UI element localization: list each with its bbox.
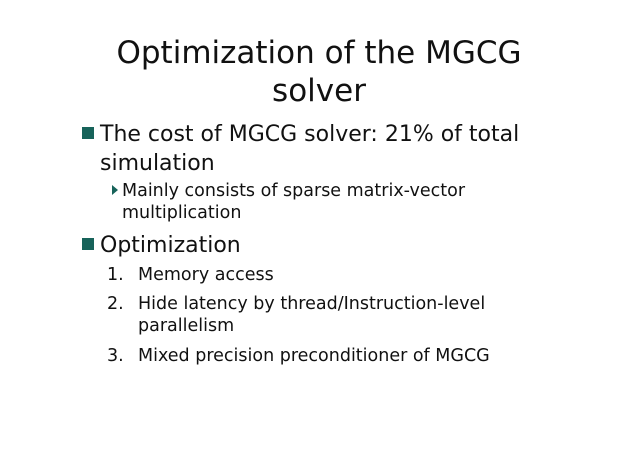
item-number: 1. [107,265,124,285]
item-number: 2. [107,294,124,314]
slide-title-line-2: solver [272,73,366,109]
slide-title-line-1: Optimization of the MGCG [116,35,522,71]
item-number: 3. [107,346,124,366]
numbered-item-3 [107,345,490,367]
sub-bullet-sparse-line-1: Mainly consists of sparse matrix-vector [122,181,466,201]
bullet-optimization-label: Optimization [100,233,241,258]
item-text: Mixed precision preconditioner of MGCG [138,346,490,366]
square-bullet-icon [82,127,94,139]
bullet-cost-line-1: The cost of MGCG solver: 21% of total [100,122,520,147]
bullet-optimization [82,231,241,260]
item-text-line-1: Hide latency by thread/Instruction-level [138,294,486,314]
triangle-bullet-icon [112,185,118,195]
square-bullet-icon [82,238,94,250]
bullet-cost-line-2: simulation [100,151,215,176]
slide-title [60,34,578,110]
bullet-cost [82,120,519,178]
sub-bullet-sparse [112,180,465,224]
item-text: Memory access [138,265,274,285]
item-text-line-2: parallelism [138,316,235,336]
numbered-item-2 [107,293,485,337]
sub-bullet-sparse-line-2: multiplication [122,203,242,223]
numbered-item-1 [107,264,274,286]
